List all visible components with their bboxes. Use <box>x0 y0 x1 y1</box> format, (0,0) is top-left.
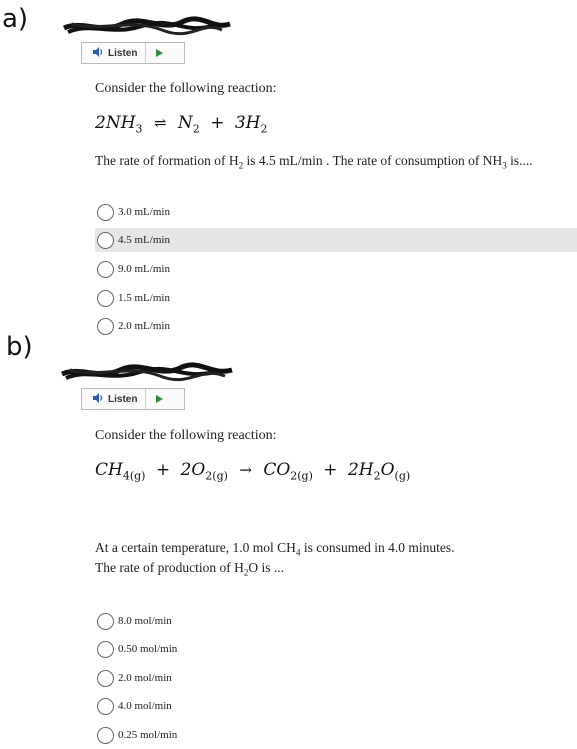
scribbled-question-header-1 <box>62 16 232 38</box>
q2-equation: $CH_{4(g)} + 2O_{2(g)} \to CO_{2(g)} + 2H_2O_{(g)}$ <box>95 460 411 483</box>
listen-widget-1 <box>81 42 185 64</box>
speaker-icon <box>92 392 104 407</box>
radio-button[interactable] <box>97 613 114 630</box>
q2-question-line-1: At a certain temperature, 1.0 mol $CH_4$ is consumed in 4.0 minutes. <box>95 540 455 558</box>
q1-option[interactable]: 3.0 mL/min <box>95 200 577 224</box>
radio-button[interactable] <box>97 641 114 658</box>
q2-question-line-2: The rate of production of $H_2O$ is ... <box>95 560 284 578</box>
q2-option[interactable]: 8.0 mol/min <box>95 609 577 633</box>
q2-option[interactable]: 0.25 mol/min <box>95 723 577 747</box>
play-button[interactable] <box>146 389 172 409</box>
q1-option-highlighted[interactable]: 4.5 mL/min <box>95 228 577 252</box>
radio-button[interactable] <box>97 318 114 335</box>
equilibrium-arrow-icon: ⇌ <box>153 114 167 132</box>
handwritten-label-b: b) <box>6 332 33 362</box>
listen-label: Listen <box>108 393 138 405</box>
listen-button[interactable] <box>82 43 146 63</box>
q2-option[interactable]: 2.0 mol/min <box>95 666 577 690</box>
speaker-icon <box>92 46 104 61</box>
radio-button[interactable] <box>97 670 114 687</box>
radio-button[interactable] <box>97 232 114 249</box>
q1-option[interactable]: 1.5 mL/min <box>95 286 577 310</box>
reaction-arrow-icon: → <box>239 461 252 479</box>
listen-button[interactable] <box>82 389 146 409</box>
q2-option[interactable]: 4.0 mol/min <box>95 694 577 718</box>
handwritten-label-a: a) <box>2 4 29 34</box>
play-button[interactable] <box>146 43 172 63</box>
play-icon <box>154 394 164 404</box>
radio-button[interactable] <box>97 727 114 744</box>
radio-button[interactable] <box>97 698 114 715</box>
listen-widget-2 <box>81 388 185 410</box>
q1-option[interactable]: 9.0 mL/min <box>95 257 577 281</box>
listen-label: Listen <box>108 47 138 59</box>
play-icon <box>154 48 164 58</box>
q2-option[interactable]: 0.50 mol/min <box>95 637 577 661</box>
q1-question: The rate of formation of $H_2$ is 4.5 mL/min . The rate of consumption of $NH_3$ is.... <box>95 153 533 171</box>
q1-intro: Consider the following reaction: <box>95 81 277 96</box>
q1-option[interactable]: 2.0 mL/min <box>95 314 577 338</box>
q2-intro: Consider the following reaction: <box>95 428 277 443</box>
radio-button[interactable] <box>97 261 114 278</box>
scribbled-question-header-2 <box>60 360 235 384</box>
radio-button[interactable] <box>97 290 114 307</box>
radio-button[interactable] <box>97 204 114 221</box>
q1-equation: $2NH_3$ ⇌ $N_2 + 3H_2$ <box>95 113 268 136</box>
